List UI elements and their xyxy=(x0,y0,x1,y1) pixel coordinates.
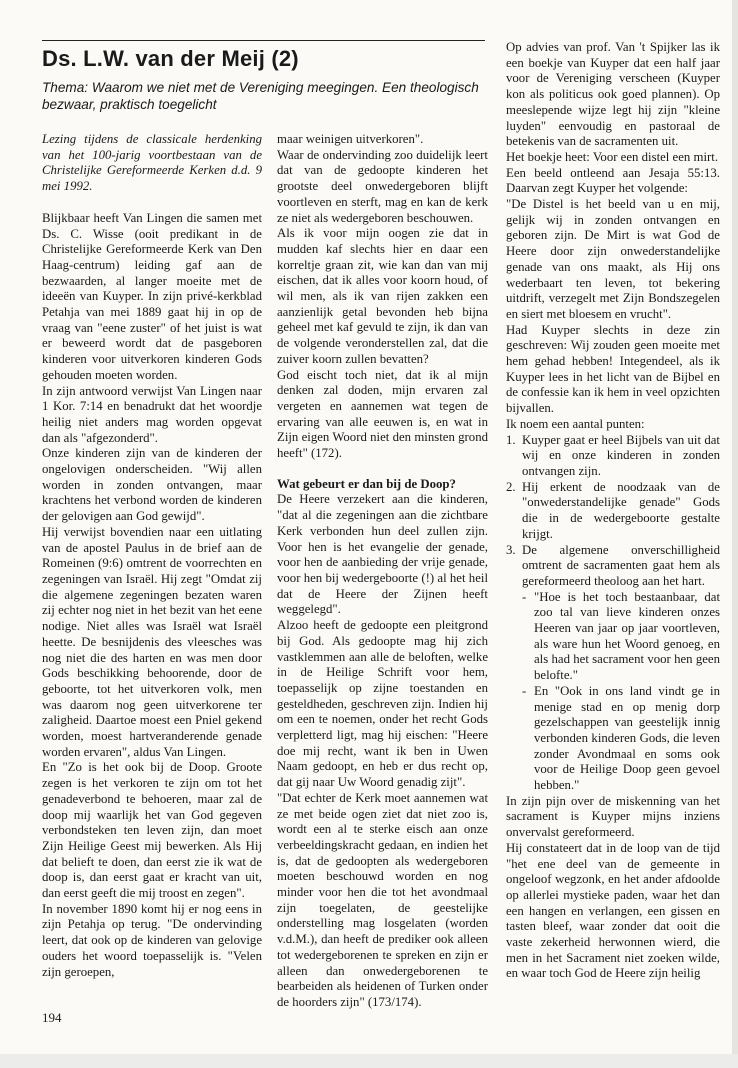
paragraph: Blijkbaar heeft Van Lingen die samen met Ds. C. Wisse (ooit predikant in de Christelijke Gereformeerde Kerk van Den Haag-centrum) leiding gaf aan de bezwaarden, al langer moeite met de ideeën van Kuyper. In zijn privé-kerkblad Petahja van mei 1889 gaat hij in op de vraag van "eene zuster" of het juist is wat er beweerd wordt dat de pasgeboren kinderen voor uitverkoren kinderen Gods gehouden moeten worden. xyxy=(42,210,262,382)
paragraph: In zijn pijn over de miskenning van het sacrament is Kuyper mijns inziens onvervalst gereformeerd. xyxy=(506,793,720,840)
list-text: Kuyper gaat er heel Bijbels van uit dat wij en onze kinderen in zonden ontvangen zijn. xyxy=(522,432,720,478)
paragraph: Onze kinderen zijn van de kinderen der ongelovigen onderscheiden. "Wij allen worden in zonden ontvangen, maar krachtens het verbond worden de kinderen der gelovigen aan God gewijd". xyxy=(42,446,262,524)
paragraph: Hij verwijst bovendien naar een uitlating van de apostel Paulus in de brief aan de Romeinen (9:6) omtrent de voorrechten en zegeningen van Israël. Hij zegt "Omdat zij die algemene zegeningen bezaten waren zij echter nog niet in het bezit van het eene nodige. Niet alles was Israël wat Israël heette. De besnijdenis des vleesches was nog niet die des harten en was men door Gods beschikking behoorende, door de geboorte, tot het uitverkoren volk, men was daarom nog geen uitverkorene ter zaligheid. Daartoe moest een Pniel gekend worden, moest hartveranderende genade worden ervaren", aldus Van Lingen. xyxy=(42,524,262,759)
quote-item xyxy=(506,684,720,794)
list-item xyxy=(506,480,720,543)
quote-text: En "Ook in ons land vindt ge in menige stad en op menig dorp gezelschappen van geestelijk innig verbonden kinderen Gods, die leven zonder Avondmaal en soms ook voor de Heilige Doop geen gevoel hebben." xyxy=(534,683,720,793)
paragraph: Ik noem een aantal punten: xyxy=(506,416,645,431)
paragraph: Op advies van prof. Van 't Spijker las ik een boekje van Kuyper dat een half jaar voor de Vereniging verscheen (Kuyper kon als politicus ook goed plannen). Op meeslepende wijze legt hij zijn "kleine luyden" eenvoudig en pastoraal de betekenis van de sacramenten uit. xyxy=(506,40,720,149)
list-text: Hij erkent de noodzaak van de "onwederstandelijke genade" Gods die in de wedergeboorte gestalte krijgt. xyxy=(522,479,720,541)
list-number: 3. xyxy=(506,542,516,557)
paragraph: Waar de ondervinding zoo duidelijk leert dat van de gedoopte kinderen het grootste deel onwedergeboren blijft voortleven en sterft, mag en kan de kerk ze niet als wedergeboren beschouwen. xyxy=(277,147,488,225)
quote-dash: - xyxy=(522,589,527,604)
paragraph: Als ik voor mijn oogen zie dat in mudden kaf slechts hier en daar een korreltje graan zit, wie kan dan van mij eischen, dat ik alles voor koorn houd, of wil men, als ik van rijen zakken een aanzienlijk getal bevonden heb bijna geheel met kaf gevuld te zijn, ik dan van de volgende veronderstellen zal, dat die zuiver koorn zullen bevatten? xyxy=(277,226,488,366)
numbered-list xyxy=(506,433,720,794)
quote-dash: - xyxy=(522,683,527,698)
page-number: 194 xyxy=(42,1010,62,1025)
paragraph: "De Distel is het beeld van u en mij, gelijk wij in zonden ontvangen en geboren zijn. De Mirt is wat God de Heere door zijn onwederstandelijke genade van ons maakt, als Hij ons wederbaart ten leven, tot bekering uitdrift, verzegelt met Zijn Bondszegelen en siert met bloesem en vrucht". xyxy=(506,197,720,321)
intro-text: Lezing tijdens de classicale herdenking van het 100-jarig voortbestaan van de Christelijke Gereformeerde Kerken d.d. 9 mei 1992. xyxy=(42,132,262,194)
column-3 xyxy=(506,40,720,982)
article-subtitle: Thema: Waarom we niet met de Vereniging meegingen. Een theologisch bezwaar, praktisch toegelicht xyxy=(42,80,479,112)
paragraph: maar weinigen uitverkoren". xyxy=(277,132,424,146)
list-item xyxy=(506,433,720,480)
article-title: Ds. L.W. van der Meij (2) xyxy=(42,46,299,71)
list-item xyxy=(506,543,720,794)
top-rule xyxy=(42,40,485,41)
paragraph: En "Zo is het ook bij de Doop. Groote zegen is het verkoren te zijn om tot het genadeverbond te behoeren, maar zal de doop mij waarlijk het van God gegeven verbondsteken ten leven zijn, dan moet Zijn Heilige Geest mij bewerken. Als Hij dat belieft te doen, dan eerst zie ik wat de doop is, dan eerst gaat er kracht van uit, dan eerst geeft die mij troost en zegen". xyxy=(42,760,262,901)
quote-item xyxy=(506,590,720,684)
paragraph: In november 1890 komt hij er nog eens in zijn Petahja op terug. "De ondervinding leert, dat ook op de kinderen van gelovige ouders het woord toepasselijk is. "Velen zijn geroepen, xyxy=(42,901,262,979)
paragraph: Een beeld ontleend aan Jesaja 55:13. Daarvan zegt Kuyper het volgende: xyxy=(506,165,720,196)
paragraph: God eischt toch niet, dat ik al mijn denken zal doden, mijn ervaren zal vergeten en aannemen wat tegen de ervaring van alle eeuwen is, en wat in Zijn eigen Woord niet den minsten grond heeft" (172). xyxy=(277,367,488,461)
paragraph: De Heere verzekert aan die kinderen, "dat al die zegeningen aan die zichtbare Kerk verbonden hun deel zullen zijn. Voor hen is het evangelie der genade, voor hen de aanbieding der vrije genade, voor hen bij wedergeboorte (!) al het heil dat de Heere der Zijnen heeft weggelegd". xyxy=(277,492,488,617)
column-1 xyxy=(42,132,262,980)
paragraph: In zijn antwoord verwijst Van Lingen naar 1 Kor. 7:14 en benadrukt dat het woordje heilig niet anders mag worden opgevat dan als "afgezonderd". xyxy=(42,383,262,445)
list-number: 2. xyxy=(506,479,516,494)
section-heading: Wat gebeurt er dan bij de Doop? xyxy=(277,476,456,491)
page-edge-bottom xyxy=(0,1054,738,1068)
paragraph: Had Kuyper slechts in deze zin geschreven: Wij zouden geen moeite met hem gehad hebben! Integendeel, als ik Kuyper lees in het licht van de Bijbel en de confessie kan ik hem in veel opzichten bijvallen. xyxy=(506,322,720,416)
column-2 xyxy=(277,132,488,1011)
quote-text: "Hoe is het toch bestaanbaar, dat zoo tal van lieve kinderen onzes Heeren van jaar op jaar voortleven, als ware hun het Woord genoeg, en als had het sacrament voor hen geen belofte." xyxy=(534,589,720,683)
list-number: 1. xyxy=(506,432,516,447)
paragraph: Het boekje heet: Voor een distel een mirt. xyxy=(506,149,719,164)
paragraph: Alzoo heeft de gedoopte een pleitgrond bij God. Als gedoopte mag hij zich vastklemmen aan alle de beloften, welke in de Heilige Schrift voor hem, toepasselijk op zijne toestanden en gesteldheden, geschreven zijn. Indien hij om een te noemen, onder het recht Gods verpletterd ligt, mag hij eischen: "Heere doe mij recht, want ik ben in Uwen Naam gedoopt, en heb er dus recht op, dat gij naar Uw Woord genadig zijt". xyxy=(277,618,488,790)
paragraph: "Dat echter de Kerk moet aannemen wat ze met beide ogen ziet dat niet zoo is, wordt een al te sterke eisch aan onze verbeeldingskracht gedaan, en indien het is, dat de gedoopten als wedergeboren moeten beschouwd worden en nog minder voor hen die tot het avondmaal zijn toegelaten, de geestelijke onderstelling mag losgelaten (worden v.d.M.), dan heeft de prediker ook alleen tot wedergeborenen te spreken en zijn er alleen dan onwedergeborenen te bearbeiden als heidenen of Turken onder de hoorders zijn" (173/174). xyxy=(277,790,488,1009)
quote-list xyxy=(506,590,720,794)
page-edge-right xyxy=(732,0,738,1068)
paragraph: Hij constateert dat in de loop van de tijd "het ene deel van de gemeente in ongeloof wegzonk, en het ander afdoolde op allerlei mystieke paden, waar het dan een hangen en verlangen, een gissen en tasten bleef, waar zonder dat ooit die vaste zekerheid herwonnen wierd, die men in het Sacrament niet zoeken wilde, en waar toch God de Heere zijn heilig xyxy=(506,840,720,981)
list-text: De algemene onverschilligheid omtrent de sacramenten gaat hem als gereformeerd theoloog aan het hart. xyxy=(522,542,720,588)
